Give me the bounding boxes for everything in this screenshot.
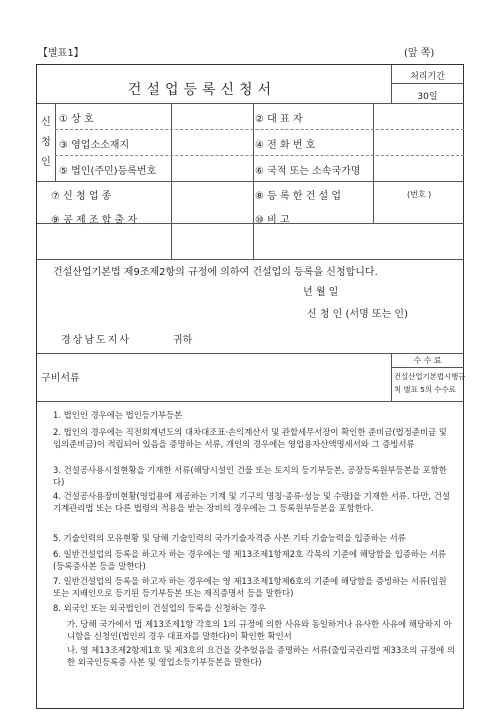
processing-period-label: 처리기간 — [410, 72, 445, 82]
remarks-label: ⑩ 비 고 — [255, 215, 290, 226]
corp-reg-no-field[interactable] — [173, 158, 251, 179]
nationality-field[interactable] — [375, 158, 461, 179]
requirement-2: 2. 법인의 경우에는 직전회계년도의 대차대조표·손익계산서 및 관할세무서장이 확인한 준비금(법정준비금 및 임의준비금)이 적립되어 있음을 증명하는 서류, 개인의 경우에는 영업용자산액명세서와 그 증빙서류 — [53, 427, 447, 449]
fee-line-1: 건설산업기본법시행규 — [394, 372, 466, 381]
declaration-text: 건설산업기본법 제9조제2항의 규정에 의하여 건설업의 등록을 신청합니다. — [53, 267, 378, 278]
documents-label: 구비서류 — [41, 373, 80, 384]
recipient-suffix: 귀하 — [173, 335, 193, 346]
form-id-label: 【별표1】 — [38, 48, 84, 59]
remarks-field[interactable] — [255, 227, 461, 255]
requirement-8-b: 나. 영 제13조제2항제1호 및 제3호의 요건을 갖추었음을 증명하는 서류(출입국관리법 제33조의 규정에 의한 외국인등록증 사본 및 영업소등기부등본을 말한다) — [67, 645, 456, 667]
fee-line-2: 칙 별표 5의 수수료 — [394, 385, 456, 394]
representative-field[interactable] — [375, 106, 461, 127]
phone-label: ④ 전 화 번 호 — [255, 140, 316, 151]
business-type-field[interactable] — [173, 185, 251, 219]
requirement-3: 3. 건설공사용시설현황을 기재한 서류(해당시설인 건물 또는 토지의 등기부등본, 공장등록원부등본을 포함한다) — [53, 465, 447, 487]
application-form — [36, 64, 464, 709]
registered-number-note: (번호 ) — [407, 190, 432, 199]
trade-name-label: ① 상 호 — [59, 114, 94, 125]
office-address-label: ③ 영업소소재지 — [59, 140, 130, 151]
signature-line: 신 청 인 (서명 또는 인) — [307, 309, 408, 320]
requirement-1: 1. 법인인 경우에는 법인등기부등본 — [53, 410, 183, 420]
requirement-5: 5. 기술인력의 모유현황 및 당해 기술인력의 국가기술자격증 사본 기타 기술능력을 입증하는 서류 — [53, 533, 406, 543]
requirement-6: 6. 일반건설업의 등록을 하고자 하는 경우에는 영 제13조제1항제2호 각목의 기준에 해당함을 입증하는 서류(등록증사본 등을 말한다) — [53, 549, 446, 571]
applicant-group-label: 신청인 — [41, 117, 51, 168]
cooperative-field[interactable] — [173, 227, 251, 255]
nationality-label: ⑥ 국적 또는 소속국가명 — [255, 166, 361, 177]
cooperative-label: ⑨ 공 제 조 합 출 자 — [51, 215, 137, 226]
phone-field[interactable] — [375, 132, 461, 153]
corp-reg-no-label: ⑤ 법인(주민)등록번호 — [59, 166, 157, 177]
requirement-4: 4. 건설공사용장비현황(영업용에 제공하는 기계 및 기구의 명칭·종류·성능 및 수량)을 기재한 서류. 다만, 건설기계관리법 또는 다른 법령의 적용을 받는 장비의 경우에는 그 등록원부등본을 포함한다. — [53, 491, 450, 513]
business-type-label: ⑦ 신 청 업 종 — [51, 191, 112, 202]
trade-name-field[interactable] — [173, 106, 251, 127]
requirement-8-a: 가. 당해 국가에서 법 제13조제1항 각호의 1의 규정에 의한 사유와 동일하거나 유사한 사유에 해당하지 아니함을 신청인(법인의 경우 대표자를 말한다)이 확인한 확인서 — [67, 619, 452, 641]
processing-period-value: 30일 — [417, 92, 438, 102]
requirement-7: 7. 일반건설업의 등록을 하고자 하는 경우에는 영 제13조제1항제6호의 기준에 해당함을 증빙하는 서류(임원 또는 지배인으로 등기된 등기부등본 또는 재직증명서 등을 말한다) — [53, 576, 447, 598]
office-address-field[interactable] — [173, 132, 251, 153]
date-line: 년 월 일 — [303, 287, 339, 298]
registered-business-label: ⑧ 등 록 한 건 설 업 — [255, 191, 341, 202]
recipient-name: 경상남도지사 — [61, 335, 131, 346]
fee-label: 수 수 료 — [413, 356, 442, 365]
representative-label: ② 대 표 자 — [255, 114, 303, 125]
page-side-label: (앞 쪽) — [404, 48, 435, 59]
requirement-8: 8. 외국인 또는 외국법인이 건설업의 등록을 신청하는 경우 — [53, 603, 266, 613]
form-title: 건설업등록신청서 — [127, 82, 277, 98]
